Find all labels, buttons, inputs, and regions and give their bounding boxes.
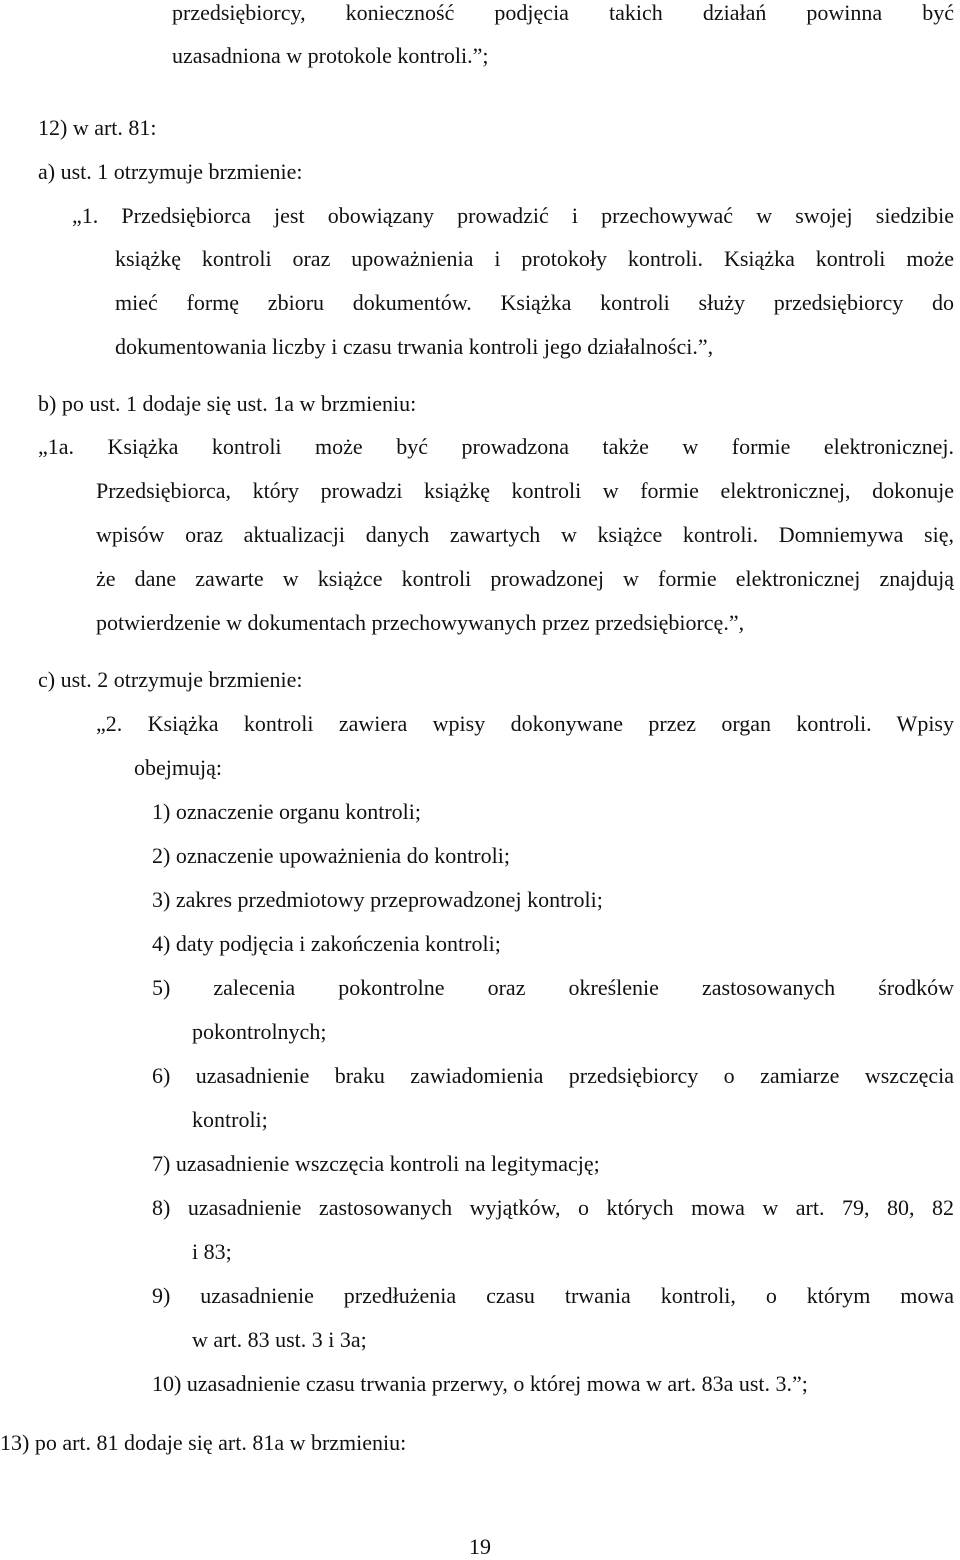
sub-item-b: b) po ust. 1 dodaje się ust. 1a w brzmieniu: [38,391,417,416]
list-item-12: 12) w art. 81: [38,115,157,140]
text-line: potwierdzenie w dokumentach przechowywanych przez przedsiębiorcę.”, [96,610,745,635]
text-line: „1. Przedsiębiorca jest obowiązany prowadzić i przechowywać w swojej siedzibie [72,203,954,228]
text-line: wpisów oraz aktualizacji danych zawartych w książce kontroli. Domniemywa się, [96,522,954,547]
text-line: Przedsiębiorca, który prowadzi książkę kontroli w formie elektronicznej, dokonuje [96,478,954,503]
text-line: uzasadniona w protokole kontroli.”; [172,43,489,68]
enum-item-6: 6) uzasadnienie braku zawiadomienia przedsiębiorcy o zamiarze wszczęcia [152,1063,954,1088]
text-line: że dane zawarte w książce kontroli prowadzonej w formie elektronicznej znajdują [96,566,954,591]
enum-item-4: 4) daty podjęcia i zakończenia kontroli; [152,931,501,956]
text-line: kontroli; [192,1107,268,1132]
text-line: w art. 83 ust. 3 i 3a; [192,1327,367,1352]
sub-item-a: a) ust. 1 otrzymuje brzmienie: [38,159,303,184]
enum-item-5: 5) zalecenia pokontrolne oraz określenie zastosowanych środków [152,975,954,1000]
enum-item-3: 3) zakres przedmiotowy przeprowadzonej kontroli; [152,887,603,912]
enum-item-2: 2) oznaczenie upoważnienia do kontroli; [152,843,510,868]
text-line: „2. Książka kontroli zawiera wpisy dokonywane przez organ kontroli. Wpisy [96,711,954,736]
text-line: obejmują: [134,755,222,780]
enum-item-7: 7) uzasadnienie wszczęcia kontroli na legitymację; [152,1151,600,1176]
text-line: mieć formę zbioru dokumentów. Książka kontroli służy przedsiębiorcy do [115,290,954,315]
text-line: „1a. Książka kontroli może być prowadzona także w formie elektronicznej. [38,434,954,459]
sub-item-c: c) ust. 2 otrzymuje brzmienie: [38,667,303,692]
enum-item-1: 1) oznaczenie organu kontroli; [152,799,421,824]
enum-item-10: 10) uzasadnienie czasu trwania przerwy, o której mowa w art. 83a ust. 3.”; [152,1371,808,1396]
enum-item-8: 8) uzasadnienie zastosowanych wyjątków, o których mowa w art. 79, 80, 82 [152,1195,954,1220]
text-line: przedsiębiorcy, konieczność podjęcia takich działań powinna być [172,0,954,25]
list-item-13: 13) po art. 81 dodaje się art. 81a w brzmieniu: [0,1430,407,1455]
text-line: dokumentowania liczby i czasu trwania kontroli jego działalności.”, [115,334,714,359]
page-number: 19 [469,1534,491,1559]
text-line: książkę kontroli oraz upoważnienia i protokoły kontroli. Książka kontroli może [115,246,954,271]
text-line: i 83; [192,1239,232,1264]
text-line: pokontrolnych; [192,1019,327,1044]
enum-item-9: 9) uzasadnienie przedłużenia czasu trwania kontroli, o którym mowa [152,1283,954,1308]
